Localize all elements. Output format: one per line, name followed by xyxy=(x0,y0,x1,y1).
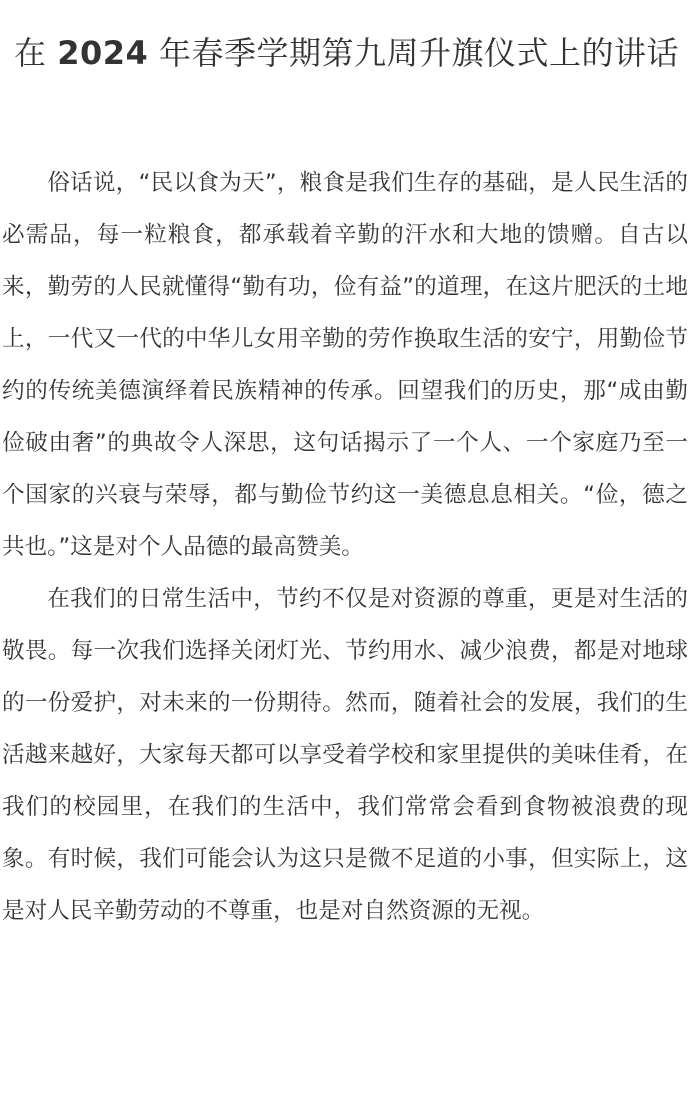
paragraph-2: 在我们的日常生活中，节约不仅是对资源的尊重，更是对生活的敬畏。每一次我们选择关闭灯光、节约用水、减少浪费，都是对地球的一份爱护，对未来的一份期待。然而，随着社会的发展，我们的生活越来越好，大家每天都可以享受着学校和家里提供的美味佳肴，在我们的校园里，在我们的生活中，我们常常会看到食物被浪费的现象。有时候，我们可能会认为这只是微不足道的小事，但实际上，这是对人民辛勤劳动的不尊重，也是对自然资源的无视。 xyxy=(2,586,688,924)
speech-body xyxy=(2,157,688,937)
paragraph-1: 俗话说，“民以食为天”，粮食是我们生存的基础，是人民生活的必需品，每一粒粮食，都承载着辛勤的汗水和大地的馈赠。自古以来，勤劳的人民就懂得“勤有功，俭有益”的道理，在这片肥沃的土地上，一代又一代的中华儿女用辛勤的劳作换取生活的安宁，用勤俭节约的传统美德演绎着民族精神的传承。回望我们的历史，那“成由勤俭破由奢”的典故令人深思，这句话揭示了一个人、一个家庭乃至一个国家的兴衰与荣辱，都与勤俭节约这一美德息息相关。“俭，德之共也。”这是对个人品德的最高赞美。 xyxy=(2,170,688,560)
title-prefix: 在 xyxy=(14,34,47,72)
speech-title xyxy=(0,28,693,78)
title-year: 2024 xyxy=(57,34,149,72)
title-suffix: 年春季学期第九周升旗仪式上的讲话 xyxy=(158,34,679,72)
